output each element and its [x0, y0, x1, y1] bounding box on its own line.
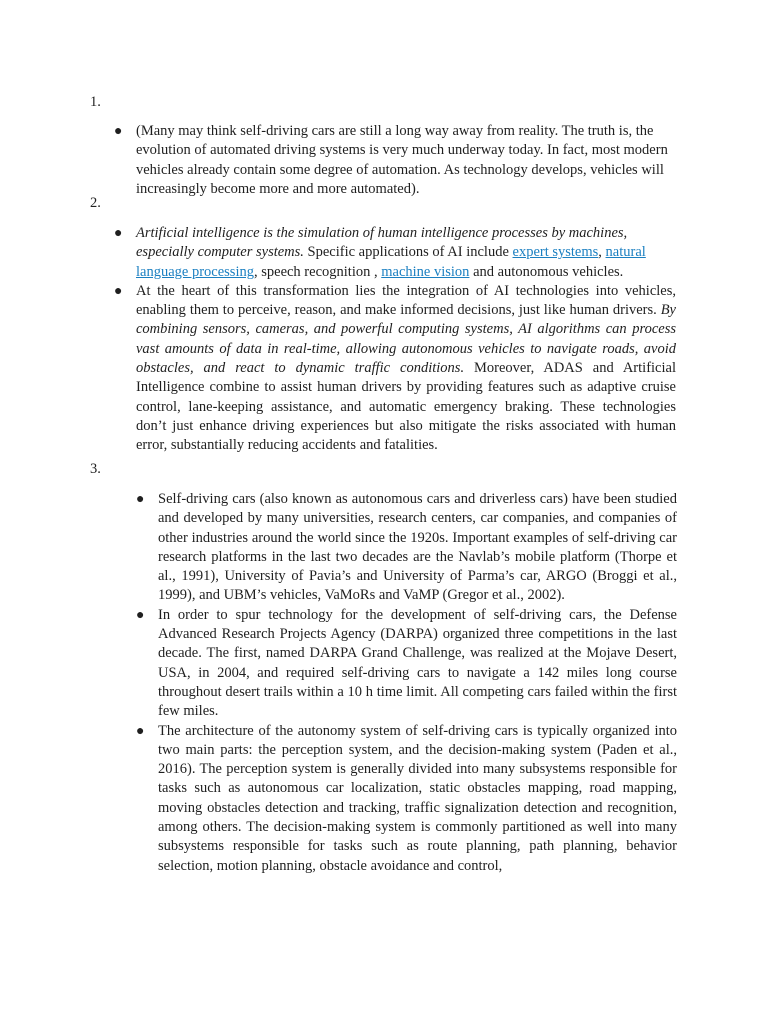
list-item [114, 122, 676, 199]
list-item [136, 490, 677, 606]
section-2-bullets [114, 224, 676, 456]
bullet-icon: ● [114, 124, 123, 139]
bullet-text: Self-driving cars (also known as autonomous cars and driverless cars) have been studied and developed by many universities, research centers, car companies, and companies of other industries around the world since the 1920s. Important examples of self-driving car research platforms in the last two decades are the Navlab’s mobile platform (Thorpe et al., 1991), University of Pavia’s and University of Parma’s car, ARGO (Broggi et al., 1999), and UBM’s vehicles, VaMoRs and VaMP (Gregor et al., 2002). [158, 491, 677, 604]
ai-definition-italic: Artificial intelligence is the simulation of human intelligence processes by machines, especially computer systems. [136, 225, 628, 261]
section-3-bullets [136, 490, 677, 876]
list-number-2: 2. [90, 195, 101, 211]
machine-vision-link[interactable]: machine vision [381, 263, 470, 280]
list-item [136, 722, 677, 876]
bullet-icon: ● [114, 283, 123, 299]
list-number-3: 3. [90, 461, 101, 477]
text-segment: Specific applications of AI include [303, 244, 513, 261]
list-item [136, 606, 677, 722]
text-segment: , speech recognition , [253, 263, 382, 280]
bullet-icon: ● [114, 226, 123, 241]
bullet-text: (Many may think self-driving cars are still a long way away from reality. The truth is, the evolution of automated driving systems is very much underway today. In fact, most modern vehicles already contain some degree of automation. As technology develops, vehicles will increasingly become more and more automated). [136, 123, 668, 197]
list-item [114, 282, 676, 456]
comma-separator: , [598, 244, 606, 261]
italic-segment: By combining sensors, cameras, and powerful computing systems, AI algorithms can process vast amounts of data in real-time, allowing autonomous vehicles to navigate roads, avoid obstacles, and react to dynamic traffic conditions. [136, 302, 676, 377]
text-segment: Moreover, ADAS and Artificial Intelligence combine to assist human drivers by providing features such as adaptive cruise control, lane-keeping assistance, and automatic emergency braking. These technologies don’t just enhance driving experiences but also mitigate the risks associated with human error, substantially reducing accidents and fatalities. [136, 360, 676, 454]
bullet-text: The architecture of the autonomy system of self-driving cars is typically organized into two main parts: the perception system, and the decision-making system (Paden et al., 2016). The perception system is generally divided into many subsystems responsible for tasks such as autonomous car localization, static obstacles mapping, road mapping, moving obstacles detection and tracking, traffic signalization detection and recognition, among others. The decision-making system is commonly partitioned as well into many subsystems responsible for tasks such as route planning, path planning, behavior selection, motion planning, obstacle avoidance and control, [158, 722, 677, 874]
list-item [114, 224, 676, 282]
expert-systems-link[interactable]: expert systems [512, 244, 599, 261]
list-number-1: 1. [90, 94, 101, 110]
text-segment: and autonomous vehicles. [469, 263, 624, 280]
bullet-text: In order to spur technology for the development of self-driving cars, the Defense Advanced Research Projects Agency (DARPA) organized three competitions in the last decade. The first, named DARPA Grand Challenge, was realized at the Mojave Desert, USA, in 2004, and required self-driving cars to navigate a 142 miles long course throughout desert trails within a 10 h time limit. All competing cars failed within the first few miles. [158, 606, 677, 720]
bullet-icon: ● [136, 723, 145, 739]
natural-language-processing-link[interactable]: natural language processing [136, 244, 646, 280]
section-1-bullets [114, 122, 676, 199]
bullet-icon: ● [136, 492, 145, 507]
text-segment: At the heart of this transformation lies the integration of AI technologies into vehicles, enabling them to perceive, reason, and make informed decisions, just like human drivers. [136, 282, 676, 319]
bullet-icon: ● [136, 607, 145, 623]
